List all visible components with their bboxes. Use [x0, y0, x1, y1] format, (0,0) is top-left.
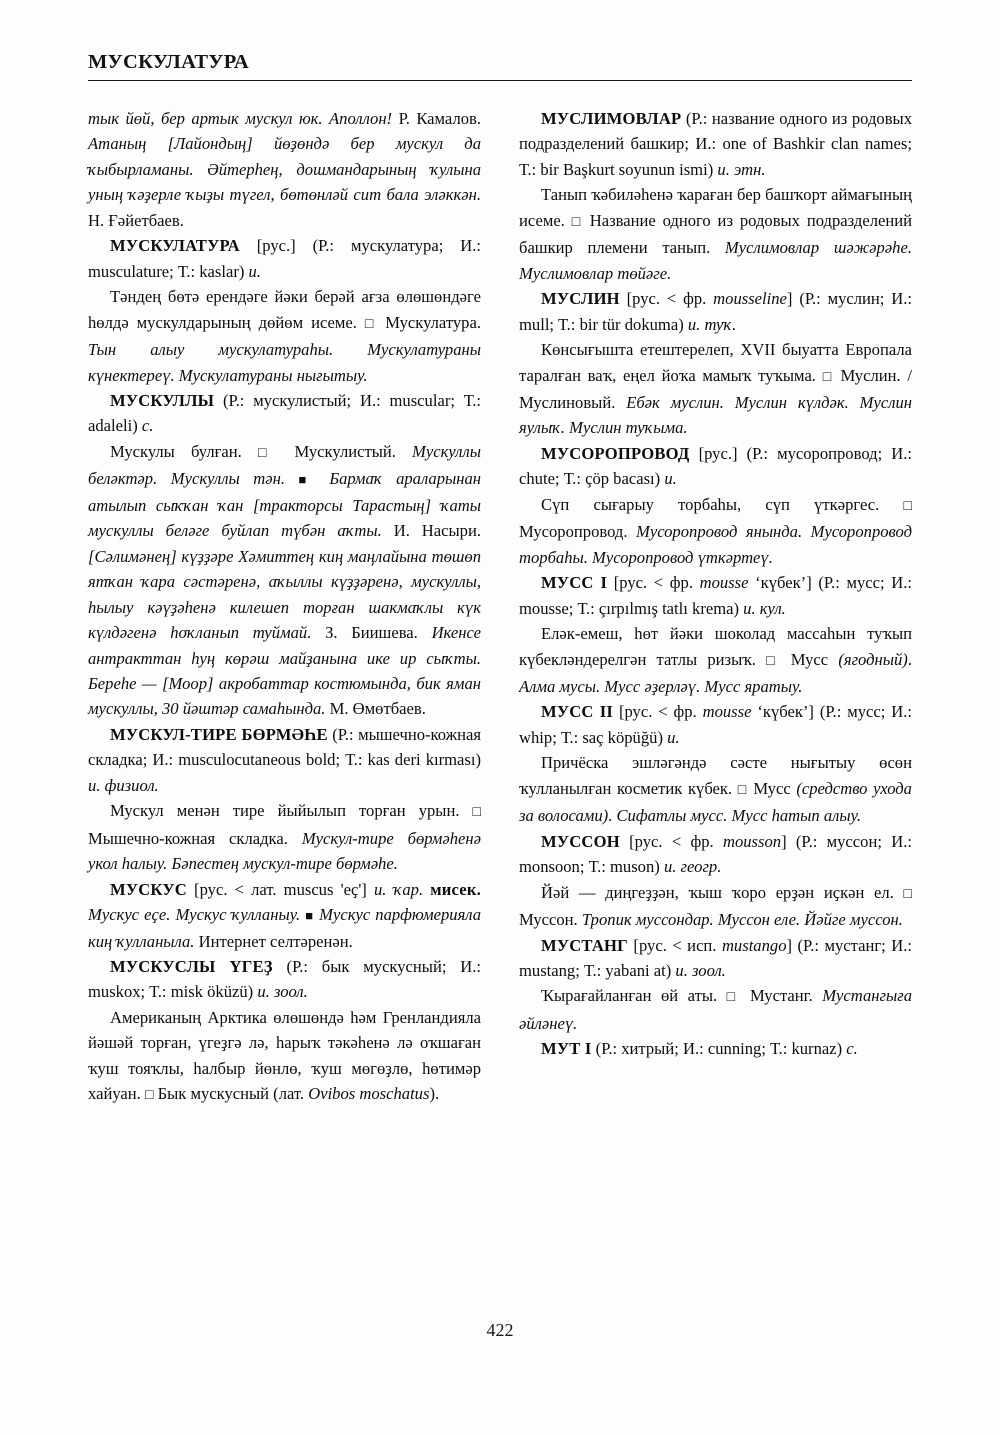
definition: Көнсығышта етештерелеп, XVII быуатта Европала таралған ваҡ, еңел йоҡа мамыҡ туҡыма. [519, 340, 912, 385]
gloss: (Р.: бык мускусный; И.: muskox; Т.: misk öküzü) [88, 956, 482, 1002]
text-columns [88, 106, 912, 1286]
gloss: (Р.: название одного из родовых подразделений башкир; И.: one of Bashkir clan names; Т.: bir Başkurt soyunun ismi) [519, 109, 912, 179]
open-square-icon: □ [822, 369, 834, 385]
headword: МУТ I [541, 1039, 592, 1059]
grammar-label: и. [248, 261, 261, 281]
headword: МУСЛИН [541, 289, 620, 309]
entry-muskul-tire-body [88, 798, 481, 876]
etymology: [рус. < лат. muscus 'еҫ'] [194, 879, 367, 899]
headword: МУСТАНГ [541, 935, 628, 955]
grammar-label: и. зоол. [675, 960, 726, 980]
translation: Мускулатура. [385, 312, 481, 332]
translation-latin: Бык мускусный (лат. Ovibos moschatus). [157, 1084, 440, 1104]
headword: МУСОРОПРОВОД [541, 443, 690, 463]
translation: Муссон. [519, 910, 578, 930]
entry-mustang-body [519, 983, 912, 1036]
entry-mut-1 [519, 1036, 912, 1061]
etymology: [рус. < фр. mousson] [629, 831, 787, 851]
entry-muss-1-body [519, 621, 912, 699]
headword: МУСКУЛЛЫ [110, 390, 215, 410]
etymology: [рус.] [256, 236, 296, 256]
definition: Сүп сығарыу торбаһы, сүп үткәргес. [541, 494, 880, 514]
examples: Мускус еҫе. Мускус ҡулланыу. [88, 905, 301, 925]
gloss: (Р.: мусс; И.: whip; Т.: saç köpüğü) [519, 702, 912, 747]
entry-muskulatura-head [88, 233, 481, 284]
examples: Алма мусы. Мусс әҙерләү. Мусс яратыу. [519, 676, 803, 696]
etymology: [рус. < фр. mousseline] [626, 289, 793, 309]
grammar-label: и. [664, 469, 677, 489]
citation-quote: Бармаҡ араларынан атылып сыҡҡан ҡан [тракторсы Тарастың] ҡаты мускуллы беләге буйлап түбән аҡты. [88, 469, 481, 541]
gloss: (Р.: хитрый; И.: cunning; Т.: kurnaz) [595, 1039, 843, 1059]
headword: МУСКУЛАТУРА [110, 236, 240, 256]
grammar-label: и. зоол. [257, 982, 308, 1002]
examples: Сифатлы мусс. Мусс һатып алыу. [616, 806, 862, 826]
examples: Тропик муссондар. Муссон еле. Йәйге муссон. [581, 910, 903, 930]
translation: Мускулистый. [294, 441, 396, 461]
filled-square-icon: ■ [305, 908, 315, 924]
entry-musoroprovod-body [519, 492, 912, 570]
etymon: mousse [702, 702, 752, 722]
examples: Мусоропровод янында. Мусоропровод торбаһы. Мусоропровод үткәртеү. [519, 522, 912, 567]
carryover-italic-1: тык йөй, бер артык мускул юк. Аполлон! [88, 109, 393, 128]
entry-musoroprovod-head [519, 441, 912, 492]
entry-muslin-body [519, 337, 912, 441]
grammar-label: и. ҡар. [374, 879, 424, 899]
definition: Тәндең бөтә ерендәге йәки берәй ағза өлөшөндәге һөлдә мускулдарының дөйөм исеме. [88, 287, 481, 332]
entry-mustang-head [519, 933, 912, 984]
entry-muslin-head [519, 286, 912, 337]
page-number: 422 [486, 1320, 514, 1340]
entry-muskully-head [88, 388, 481, 439]
examples: Ебәк муслин. Муслин күлдәк. Муслин яулыҡ. Муслин туҡыма. [519, 392, 912, 438]
etymology: [рус. < фр. mousse ‘күбек’] [618, 702, 814, 722]
translation-qualifier: (средство ухода за волосами) [519, 778, 912, 826]
running-head: МУСКУЛАТУРА [88, 51, 249, 73]
examples: Мустангыға әйләнеү. [519, 986, 912, 1033]
entry-muslimovlar-head [519, 106, 912, 182]
left-column [88, 106, 481, 1286]
carryover-attribution-1: Р. Камалов. [398, 109, 482, 128]
gloss: (Р.: мускулатура; И.: musculature; Т.: kaslar) [88, 236, 481, 281]
etymology: [рус. < исп. mustango] [633, 935, 793, 955]
entry-musson-body [519, 880, 912, 933]
headword: МУСС I [541, 573, 608, 593]
etymology: [рус. < фр. mousse ‘күбек’] [613, 573, 812, 593]
crossref: мисек. [430, 879, 481, 899]
translation: Мусоропровод. [519, 522, 628, 542]
entry-muskulatura-body [88, 284, 481, 388]
citation-author: И. Насыри. [393, 521, 481, 541]
carryover-paragraph [88, 106, 481, 233]
translation: Мустанг. [749, 986, 813, 1006]
examples: Муслимовлар шәжәрәһе. Муслимовлар төйәге. [519, 238, 912, 283]
grammar-label: с. [141, 416, 154, 436]
definition: Йәй — диңгеҙҙән, ҡыш ҡоро ерҙән иҫкән ел. [541, 882, 894, 902]
right-column [519, 106, 912, 1286]
open-square-icon: □ [571, 214, 583, 230]
filled-square-icon: ■ [298, 472, 316, 488]
citation-author: М. Өмөтбаев. [329, 699, 426, 719]
translation-qualifier: (ягодный) [838, 649, 908, 669]
examples: Тын алыу мускулатураһы. Мускулатураны күнектереү. Мускулатураны нығытыу. [88, 340, 481, 385]
definition: Еләк-емеш, һөт йәки шоколад массаһын туҡып күбекләндерелгән татлы ризыҡ. [519, 624, 912, 669]
entry-muskusly-ugez-head [88, 954, 481, 1005]
gloss: (Р.: муссон; И.: monsoon; Т.: muson) [519, 831, 912, 877]
translation: Мышечно-кожная складка. [88, 828, 288, 848]
definition: Американың Арктика өлөшөндә һәм Гренландияла йәшәй торған, үгеҙгә лә, һарыҡ тәкәһенә лә оҡшаған ҡуш тояҡлы, һалбыр йөнлө, ҡуш мөгөҙлө, һөтимәр хайуан. [88, 1007, 481, 1104]
gloss: (Р.: мустанг; И.: mustang; Т.: yabani at) [519, 935, 912, 980]
entry-muskusly-ugez-body [88, 1005, 481, 1109]
open-square-icon: □ [726, 990, 741, 1006]
grammar-label: и. [667, 727, 680, 747]
grammar-label: и. туҡ. [687, 314, 737, 334]
gloss: (Р.: мускулистый; И.: muscular; Т.: adaleli) [88, 390, 481, 436]
grammar-label: и. геогр. [663, 857, 722, 877]
entry-muslimovlar-body [519, 182, 912, 286]
definition: Ҡырағайланған өй аты. [541, 986, 718, 1006]
entry-musson-head [519, 829, 912, 880]
definition: Мускулы булған. [110, 441, 242, 461]
grammar-label: с. [846, 1039, 858, 1059]
page-header [88, 52, 912, 81]
citation-author: Интернет селтәренән. [198, 931, 353, 951]
gloss: (Р.: мусоропровод; И.: chute; Т.: çöp bacası) [519, 443, 912, 489]
open-square-icon: □ [766, 653, 781, 669]
gloss: (Р.: мусс; И.: mousse; Т.: çırpılmış tatlı krema) [519, 573, 912, 618]
citation-author: З. Биишева. [325, 623, 418, 643]
entry-muskul-tire-head [88, 722, 481, 798]
citation-quote: [Сәлимәнең] күҙҙәре Хәмиттең киң маңлайына төшөп ятҡан ҡара сәстәренә, аҡыллы күҙҙәренә, мускуллы, һылыу кәүҙәһенә килешеп торған шакмаҡлы күк күлдәгенә һоҡланып туймай. [88, 546, 481, 643]
gloss: (Р.: муслин; И.: mull; Т.: bir tür dokuma) [519, 289, 913, 334]
entry-muss-2-head [519, 699, 912, 750]
headword: МУССОН [541, 831, 620, 851]
grammar-label: и. кул. [743, 598, 786, 618]
examples: Мускуллы беләктәр. Мускуллы тән. [88, 441, 481, 489]
definition: Танып ҡәбиләһенә ҡараған бер башҡорт аймағының исеме. [519, 185, 912, 230]
open-square-icon: □ [472, 805, 481, 821]
open-square-icon: □ [257, 445, 279, 461]
citation-quote: Икенсе антракттан һуң көрәш майҙанына ике ир сыҡты. Береһе — [Моор] акробаттар костюмында, бик яман мускуллы, 30 йәштәр самаһында. [88, 623, 482, 719]
headword: МУСКУСЛЫ ҮГЕҘ [110, 956, 273, 976]
etymon: mousse [699, 573, 749, 593]
translation: Название одного из родовых подразделений башкир племени танып. [519, 210, 912, 258]
latin-name: Ovibos moschatus [308, 1084, 430, 1104]
grammar-label: и. этн. [717, 159, 766, 179]
translation: Мусс (ягодный). [790, 649, 912, 669]
definition: Мускул менән тире йыйылып торған урын. [110, 801, 460, 821]
translation: Муслин. / Муслиновый. [519, 365, 912, 412]
headword: МУСКУЛ-ТИРЕ БӨРМӘҺЕ [110, 724, 328, 744]
open-square-icon: □ [903, 498, 912, 514]
open-square-icon: □ [144, 1088, 154, 1104]
grammar-label: и. физиол. [88, 775, 159, 795]
etymon: mustango [721, 935, 787, 955]
open-square-icon: □ [903, 886, 913, 902]
headword: МУСЛИМОВЛАР [541, 109, 682, 128]
translation: Мусс (средство ухода за волосами). [519, 778, 912, 826]
header-rule [88, 80, 912, 81]
open-square-icon: □ [364, 316, 378, 332]
entry-muskus [88, 877, 481, 954]
entry-muss-2-body [519, 750, 912, 828]
open-square-icon: □ [737, 782, 748, 798]
examples: Мускул-тире бөрмәһенә укол һалыу. Бәпестең мускул-тире бөрмәһе. [88, 828, 481, 874]
etymon: mousson [722, 831, 782, 851]
definition: Причёска эшләгәндә сәсте нығытыу өсөн ҡулланылған косметик күбек. [519, 753, 912, 798]
entry-muskully-body [88, 439, 481, 722]
etymon: mousseline [713, 289, 787, 309]
headword: МУСКУС [110, 879, 187, 899]
gloss: (Р.: мышечно-кожная складка; И.: musculocutaneous bold; Т.: kas deri kırması) [88, 724, 481, 770]
citation-quote: Мускус парфюмерияла киң ҡулланыла. [88, 905, 482, 951]
etymology: [рус.] [698, 443, 738, 463]
headword: МУСС II [541, 702, 614, 722]
entry-muss-1-head [519, 570, 912, 621]
carryover-attribution-2: Н. Ғәйетбаев. [88, 210, 184, 230]
carryover-italic-2: Атаның [Лайондың] йөҙөндә бер мускул да ҡыбырламаны. Әйтерһең, дошмандарының ҡулына уның ҡәҙерле ҡыҙы түгел, бөтөнләй сит бала эләккән. [88, 134, 481, 205]
